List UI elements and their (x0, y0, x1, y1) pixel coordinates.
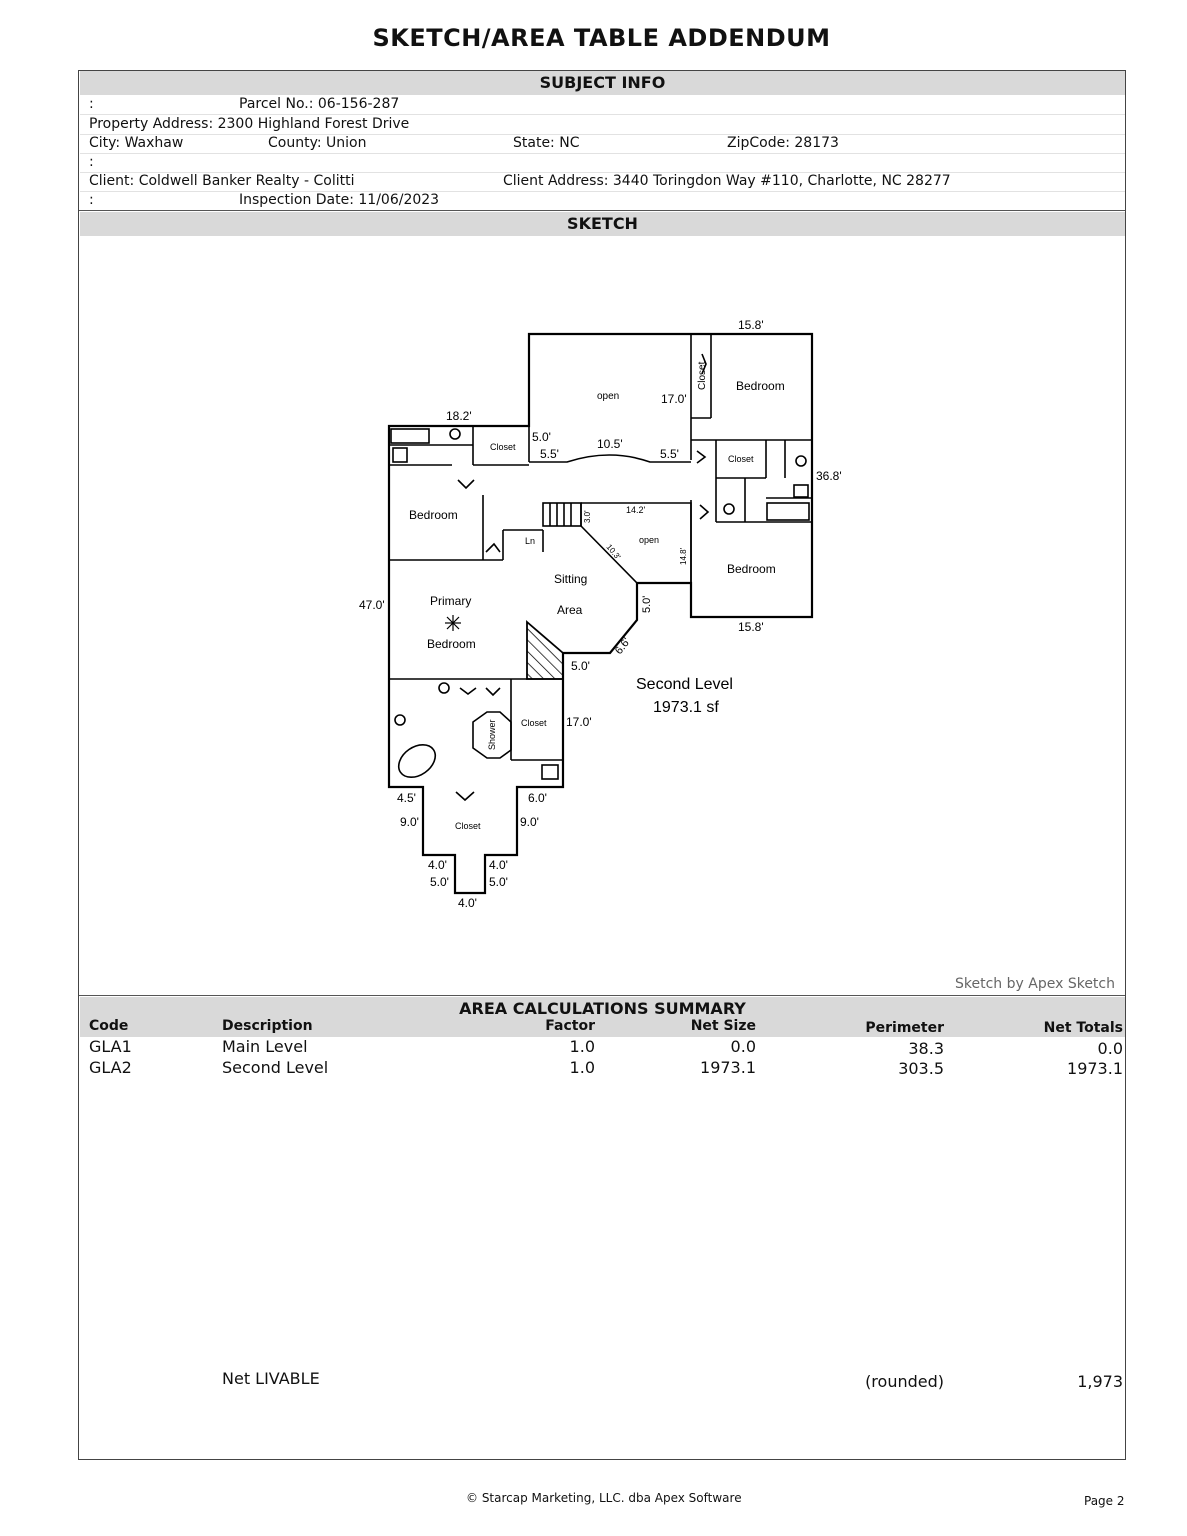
dim-label: 5.0' (571, 659, 590, 673)
dim-label: 18.2' (446, 409, 472, 423)
dim-label: 14.8' (679, 547, 688, 565)
row-factor: 1.0 (569, 1037, 595, 1056)
label-primary: Primary (430, 594, 472, 608)
property-address: Property Address: 2300 Highland Forest Drive (89, 116, 410, 132)
row-code: GLA1 (89, 1037, 132, 1056)
subject-info-header: SUBJECT INFO (80, 71, 1125, 95)
hatched-area (527, 622, 563, 679)
label-shower: Shower (487, 719, 497, 750)
dim-label: 5.5' (540, 447, 559, 461)
label-closet-vertical: Closet (697, 361, 708, 390)
label-ln: Ln (525, 536, 536, 546)
col-factor: Factor (545, 1018, 595, 1034)
dim-label: 5.0' (532, 430, 551, 444)
client: Client: Coldwell Banker Realty - Colitti (89, 173, 355, 189)
dim-label: 14.2' (626, 505, 646, 515)
col-net-size: Net Size (690, 1018, 756, 1034)
col-net-totals: Net Totals (1043, 1020, 1123, 1036)
dim-label: 9.0' (400, 815, 419, 829)
county: County: Union (268, 135, 367, 151)
sketch-header: SKETCH (80, 212, 1125, 236)
dim-label: 4.0' (428, 858, 447, 872)
label-bedroom-se: Bedroom (727, 562, 776, 576)
dim-label: 10.3' (604, 542, 623, 562)
net-livable-label: Net LIVABLE (222, 1369, 320, 1388)
dim-label: 15.8' (738, 620, 764, 634)
page-number: Page 2 (1084, 1494, 1125, 1508)
dim-label: 15.8' (738, 318, 764, 332)
col-code: Code (89, 1018, 129, 1034)
dim-label: 4.0' (489, 858, 508, 872)
level-area: 1973.1 sf (653, 699, 719, 716)
col-perimeter: Perimeter (865, 1020, 944, 1036)
label-closet-nw: Closet (490, 442, 516, 452)
row-description: Main Level (222, 1037, 308, 1056)
page-title: SKETCH/AREA TABLE ADDENDUM (372, 24, 831, 52)
divider (79, 995, 1125, 996)
row-net-total: 0.0 (1097, 1039, 1123, 1058)
net-livable-value: 1,973 (1077, 1372, 1123, 1391)
dim-label: 17.0' (566, 715, 592, 729)
label-bedroom-w: Bedroom (409, 508, 458, 522)
dim-label: 17.0' (661, 392, 687, 406)
label-primary-bedroom: Bedroom (427, 637, 476, 651)
table-row (80, 1037, 1125, 1057)
zip-code: ZipCode: 28173 (727, 135, 839, 151)
city: City: Waxhaw (89, 135, 184, 151)
dim-label: 10.5' (597, 437, 623, 451)
row-colon: : (89, 96, 94, 112)
row-colon: : (89, 154, 94, 170)
dim-label: 5.0' (430, 875, 449, 889)
row-net-size: 1973.1 (700, 1058, 756, 1077)
label-closet-bottom: Closet (455, 821, 481, 831)
net-livable-row (80, 1369, 1125, 1389)
dim-label: 47.0' (359, 598, 385, 612)
rounded-label: (rounded) (865, 1372, 944, 1391)
row-description: Second Level (222, 1058, 329, 1077)
dim-label: 36.8' (816, 469, 842, 483)
label-area: Area (557, 603, 583, 617)
dim-label: 4.5' (397, 791, 416, 805)
row-colon: : (89, 192, 94, 208)
dim-label: 6.0' (528, 791, 547, 805)
label-bedroom-ne: Bedroom (736, 379, 785, 393)
area-calc-title: AREA CALCULATIONS SUMMARY (459, 999, 746, 1018)
dim-label: 5.0' (489, 875, 508, 889)
dim-label: 6.6' (612, 635, 634, 657)
client-address: Client Address: 3440 Toringdon Way #110, Charlotte, NC 28277 (503, 173, 951, 189)
row-net-total: 1973.1 (1067, 1059, 1123, 1078)
label-closet-bath: Closet (521, 718, 547, 728)
dim-label: 5.0' (641, 595, 653, 613)
level-name: Second Level (636, 676, 733, 693)
row-net-size: 0.0 (730, 1037, 756, 1056)
label-closet-mid: Closet (728, 454, 754, 464)
state: State: NC (513, 135, 580, 151)
table-row (80, 1058, 1125, 1078)
row-factor: 1.0 (569, 1058, 595, 1077)
parcel-number: Parcel No.: 06-156-287 (239, 96, 400, 112)
sketch-credit: Sketch by Apex Sketch (955, 976, 1115, 992)
area-calc-header (80, 997, 1125, 1037)
label-open-mid: open (639, 535, 660, 545)
label-sitting: Sitting (554, 572, 588, 586)
inspection-date: Inspection Date: 11/06/2023 (239, 192, 440, 208)
dim-label: 3.0' (583, 510, 592, 523)
row-code: GLA2 (89, 1058, 132, 1077)
row-perimeter: 38.3 (908, 1039, 944, 1058)
label-open-top: open (597, 391, 620, 402)
dim-label: 9.0' (520, 815, 539, 829)
col-description: Description (222, 1018, 313, 1034)
copyright: © Starcap Marketing, LLC. dba Apex Software (466, 1491, 742, 1505)
dim-label: 5.5' (660, 447, 679, 461)
dim-label: 4.0' (458, 896, 477, 910)
row-perimeter: 303.5 (898, 1059, 944, 1078)
